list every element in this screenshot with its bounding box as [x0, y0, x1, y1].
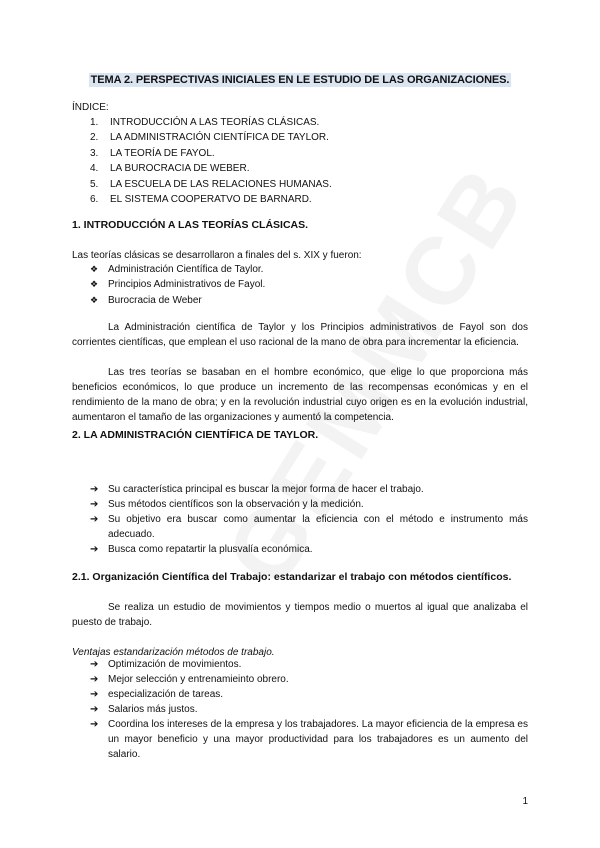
- arrow-bullet-icon: ➔: [90, 544, 99, 555]
- index-item: 4. LA BUROCRACIA DE WEBER.: [90, 163, 250, 175]
- section1-bullet-list: [90, 262, 510, 308]
- section1-heading-block: [72, 218, 528, 233]
- arrow-bullet-icon: ➔: [90, 704, 99, 715]
- list-item: ➔ Su objetivo era buscar como aumentar la eficiencia con el método e instrumento más adecuado.: [90, 514, 528, 540]
- list-item: ➔ Su característica principal es buscar la mejor forma de hacer el trabajo.: [90, 484, 424, 495]
- diamond-bullet-icon: ❖: [90, 294, 99, 305]
- list-item: ❖ Principios Administrativos de Fayol.: [90, 277, 510, 292]
- section1-intro: Las teorías clásicas se desarrollaron a finales del s. XIX y fueron:: [72, 250, 362, 261]
- diamond-bullet-icon: ❖: [90, 279, 99, 290]
- arrow-bullet-icon: ➔: [90, 499, 99, 510]
- arrow-bullet-icon: ➔: [90, 719, 99, 730]
- document-title-container: [0, 70, 600, 88]
- section2-heading: 2. LA ADMINISTRACIÓN CIENTÍFICA DE TAYLOR.: [72, 429, 319, 441]
- section21-heading: 2.1. Organización Científica del Trabajo: estandarizar el trabajo con métodos científicos.: [72, 571, 512, 583]
- list-item: ➔ Salarios más justos.: [90, 704, 198, 715]
- section1-paragraph-1: La Administración científica de Taylor y los Principios administrativos de Fayol son dos corrientes científicas, que emplean el uso racional de la mano de obra para incrementar la eficiencia.: [72, 322, 528, 348]
- list-item: ❖ Administración Científica de Taylor.: [90, 262, 510, 277]
- index-item: 1. INTRODUCCIÓN A LAS TEORÍAS CLÁSICAS.: [90, 117, 320, 128]
- list-item: ➔ Coordina los intereses de la empresa y los trabajadores. La mayor eficiencia de la empresa es un mayor beneficio y una mayor productividad para los trabajadores es un aumento del salario.: [90, 719, 528, 760]
- diamond-bullet-icon: ❖: [90, 264, 99, 274]
- section2-heading-block: [72, 428, 528, 443]
- list-item: ❖ Burocracia de Weber: [90, 293, 510, 308]
- arrow-bullet-icon: ➔: [90, 484, 99, 495]
- index-item: 6. EL SISTEMA COOPERATVO DE BARNARD.: [90, 194, 312, 206]
- arrow-bullet-icon: ➔: [90, 674, 99, 685]
- arrow-bullet-icon: ➔: [90, 514, 99, 525]
- list-item: ➔ Mejor selección y entrenamieinto obrero.: [90, 674, 289, 685]
- section1-paragraph-2: Las tres teorías se basaban en el hombre económico, que elige lo que proporciona más beneficios económicos, lo que produce un incremento de las recompensas económicas y en el rendimiento de la mano de obra; y en la revolución industrial cuyo origen es en la evolución industrial, aumentaron el tamaño de las organizaciones y aumentó la competencia.: [72, 367, 528, 423]
- page-number: 1: [522, 796, 528, 807]
- list-item: ➔ especialización de tareas.: [90, 689, 224, 700]
- index-list: [90, 115, 510, 207]
- section21-paragraph: Se realiza un estudio de movimientos y tiempos medio o muertos al igual que analizaba el puesto de trabajo.: [72, 602, 528, 628]
- arrow-bullet-icon: ➔: [90, 689, 99, 700]
- list-item: ➔ Busca como repatartir la plusvalía económica.: [90, 544, 313, 555]
- index-label: ÍNDICE:: [72, 102, 109, 113]
- index-item: 2. LA ADMINISTRACIÓN CIENTÍFICA DE TAYLOR.: [90, 132, 329, 144]
- arrow-bullet-icon: ➔: [90, 659, 99, 670]
- index-item: 5. LA ESCUELA DE LAS RELACIONES HUMANAS.: [90, 178, 332, 190]
- document-title: TEMA 2. PERSPECTIVAS INICIALES EN LE ESTUDIO DE LAS ORGANIZACIONES.: [90, 74, 510, 86]
- section21-heading-block: [72, 570, 528, 585]
- section2-arrow-list: [90, 482, 528, 557]
- section21-arrow-list: [90, 657, 528, 762]
- index-item: 3. LA TEORÍA DE FAYOL.: [90, 147, 215, 159]
- section21-subheading: Ventajas estandarización métodos de trabajo.: [72, 647, 275, 658]
- section1-heading: 1. INTRODUCCIÓN A LAS TEORÍAS CLÁSICAS.: [72, 219, 309, 231]
- list-item: ➔ Optimización de movimientos.: [90, 659, 242, 670]
- list-item: ➔ Sus métodos científicos son la observación y la medición.: [90, 499, 364, 510]
